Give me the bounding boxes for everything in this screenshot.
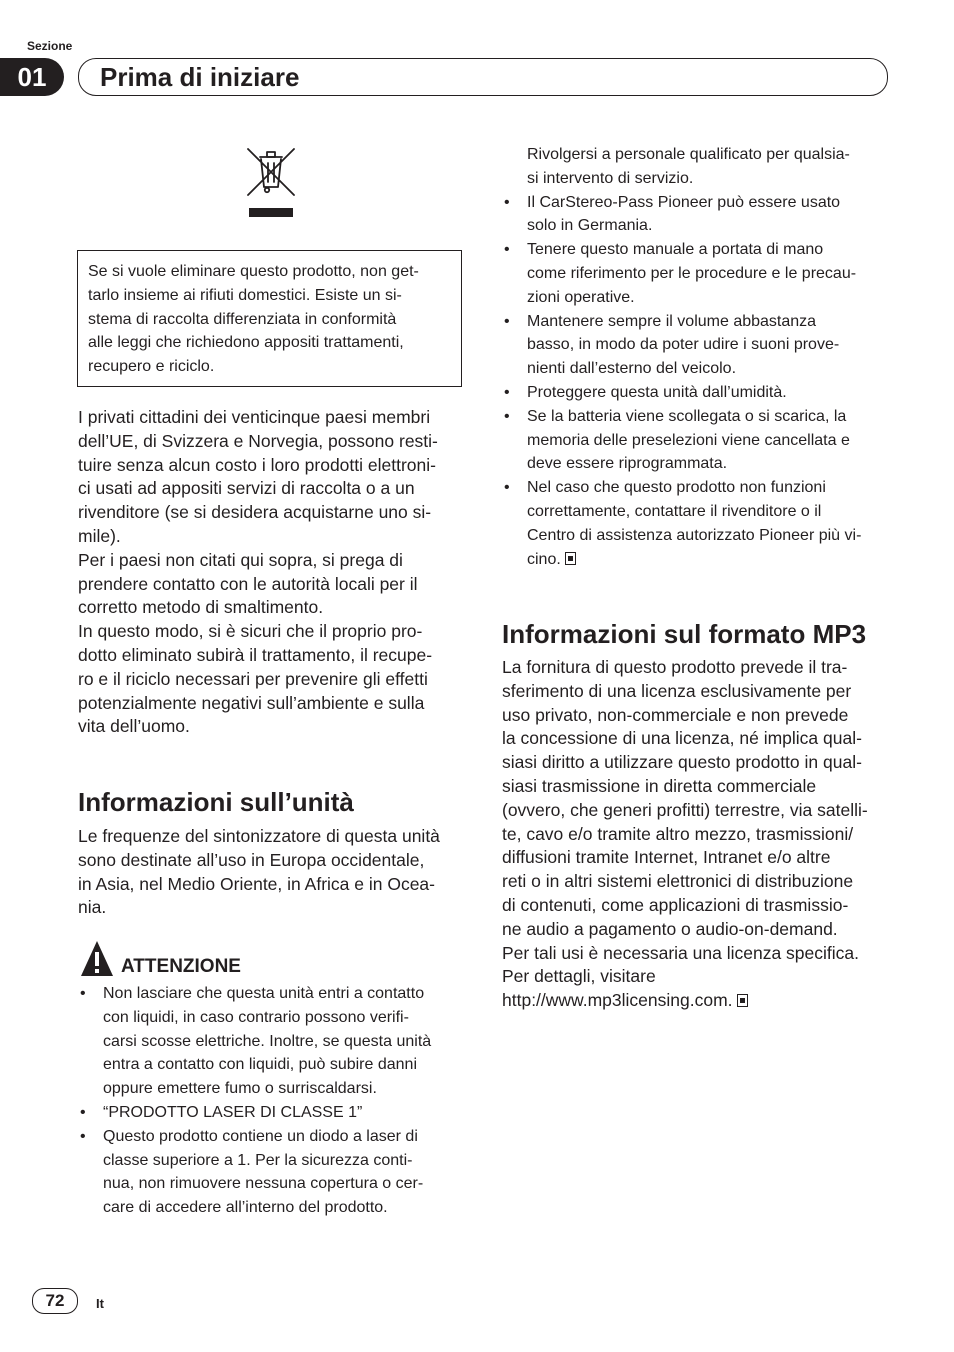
disposal-notice-text <box>88 260 452 379</box>
text-line: si intervento di servizio. <box>527 169 694 187</box>
text-line: solo in Germania. <box>527 217 653 235</box>
list-item <box>78 1125 466 1220</box>
bullet: • <box>504 383 510 401</box>
text-line: potenzialmente negativi sull’ambiente e sulla <box>78 692 425 713</box>
text-line: deve essere riprogrammata. <box>527 455 728 473</box>
text-line: Nel caso che questo prodotto non funzioni <box>527 479 826 497</box>
disposal-notice-box <box>77 250 462 387</box>
text-line: nua, non rimuovere nessuna copertura o cer- <box>103 1175 424 1193</box>
text-line: Le frequenze del sintonizzatore di questa unità <box>78 826 440 846</box>
list-item <box>502 238 894 309</box>
text-line: ne audio a pagamento o audio-on-demand. <box>502 918 838 939</box>
bullet: • <box>504 241 510 259</box>
text-line: classe superiore a 1. Per la sicurezza conti- <box>103 1151 413 1169</box>
end-of-section-icon <box>565 552 576 565</box>
caution-title: ATTENZIONE <box>121 956 241 977</box>
text-line: “PRODOTTO LASER DI CLASSE 1” <box>103 1103 363 1121</box>
text-line: Se la batteria viene scollegata o si scarica, la <box>527 407 847 425</box>
text-line: siasi diritto a utilizzare questo prodotto in qual- <box>502 752 862 773</box>
text-line: Proteggere questa unità dall’umidità. <box>527 383 787 401</box>
list-item <box>502 191 894 239</box>
list-item <box>78 1101 466 1125</box>
unit-info-paragraph <box>78 825 466 920</box>
warning-triangle-icon <box>80 940 114 978</box>
list-item <box>502 405 894 476</box>
crossed-out-wheelie-bin-icon <box>246 147 296 219</box>
text-line: Per i paesi non citati qui sopra, si prega di <box>78 549 403 570</box>
bullet: • <box>504 407 510 425</box>
text-line: corretto metodo di smaltimento. <box>78 597 324 618</box>
language-code: It <box>96 1296 104 1311</box>
text-line: sferimento di una licenza esclusivamente per <box>502 680 852 701</box>
text-line: basso, in modo da poter udire i suoni prove- <box>527 336 840 354</box>
disposal-paragraph <box>78 406 466 739</box>
text-line: correttamente, contattare il rivenditore o il <box>527 502 822 520</box>
text-line: Centro di assistenza autorizzato Pioneer più vi- <box>527 526 862 544</box>
text-line: prendere contatto con le autorità locali per il <box>78 573 418 594</box>
text-line: diffusioni tramite Internet, Intranet e/o altre <box>502 847 831 868</box>
notice-line: Se si vuole eliminare questo prodotto, non get- <box>88 263 419 280</box>
text-line: ci usati ad appositi servizi di raccolta o a un <box>78 478 415 499</box>
caution-list-right <box>502 143 894 571</box>
text-line: di contenuti, come applicazioni di trasmissio- <box>502 894 849 915</box>
section-title: Prima di iniziare <box>100 62 300 92</box>
text-line: nia. <box>78 897 107 918</box>
text-line: reti o in altri sistemi elettronici di distribuzione <box>502 871 854 892</box>
section-label: Sezione <box>27 39 73 53</box>
text-line: rivenditore (se si desidera acquistarne uno si- <box>78 502 432 523</box>
section-number-badge: 01 <box>0 58 64 96</box>
text-line: in Asia, nel Medio Oriente, in Africa e in Ocea- <box>78 873 435 894</box>
text-line: ro e il riciclo necessari per prevenire gli effetti <box>78 668 428 689</box>
text-line: nienti dall’esterno del veicolo. <box>527 360 737 378</box>
text-line: Questo prodotto contiene un diodo a laser di <box>103 1127 418 1145</box>
text-line: la concessione di una licenza, né implica qual- <box>502 728 862 749</box>
bullet: • <box>504 479 510 497</box>
list-item <box>502 476 894 571</box>
text-line: oppure emettere fumo o surriscaldarsi. <box>103 1080 377 1098</box>
text-line: zioni operative. <box>527 288 635 306</box>
notice-line: tarlo insieme ai rifiuti domestici. Esiste un si- <box>88 286 402 304</box>
text-line: Tenere questo manuale a portata di mano <box>527 241 824 259</box>
list-item <box>502 381 894 405</box>
end-of-section-icon <box>737 994 748 1007</box>
text-line: carsi scosse elettriche. Inoltre, se questa unità <box>103 1032 432 1050</box>
notice-line: recupero e riciclo. <box>88 358 215 376</box>
text-line: tuire senza alcun costo i loro prodotti elettroni- <box>78 454 436 475</box>
text-line: Il CarStereo-Pass Pioneer può essere usato <box>527 193 841 211</box>
bullet: • <box>80 1103 86 1121</box>
text-line: Non lasciare che questa unità entri a contatto <box>103 985 425 1002</box>
text-line: sono destinate all’uso in Europa occidentale, <box>78 849 425 870</box>
text-line: con liquidi, in caso contrario possono verifi- <box>103 1008 409 1026</box>
text-line: vita dell’uomo. <box>78 716 190 737</box>
bullet: • <box>504 312 510 330</box>
text-line: mile). <box>78 525 121 546</box>
text-line: care di accedere all’interno del prodotto. <box>103 1199 388 1217</box>
notice-line: stema di raccolta differenziata in conformità <box>88 310 397 328</box>
notice-line: alle leggi che richiedono appositi trattamenti, <box>88 334 404 352</box>
caution-list-left <box>78 982 466 1220</box>
bullet: • <box>80 985 86 1002</box>
text-line: cino. <box>527 550 561 568</box>
mp3-info-heading: Informazioni sul formato MP3 <box>502 619 867 649</box>
text-line: te, cavo e/o tramite altro mezzo, trasmissioni/ <box>502 823 854 844</box>
text-line: memoria delle preselezioni viene cancellata e <box>527 431 850 449</box>
mp3-info-paragraph <box>502 656 896 1013</box>
unit-info-heading: Informazioni sull’unità <box>78 787 354 817</box>
text-line: siasi trasmissione in diretta commerciale <box>502 775 817 796</box>
text-line: Rivolgersi a personale qualificato per qualsia- <box>527 146 850 163</box>
bullet: • <box>504 193 510 211</box>
text-line: La fornitura di questo prodotto prevede il tra- <box>502 657 848 677</box>
text-line: entra a contatto con liquidi, può subire danni <box>103 1056 417 1074</box>
text-line: Mantenere sempre il volume abbastanza <box>527 312 817 330</box>
text-line: dotto eliminato subirà il trattamento, il recupe- <box>78 644 433 665</box>
text-line: Per tali usi è necessaria una licenza specifica. <box>502 942 859 963</box>
bullet: • <box>80 1127 86 1145</box>
page-number: 72 <box>32 1288 78 1314</box>
text-line: dell’UE, di Svizzera e Norvegia, possono resti- <box>78 430 438 451</box>
list-item <box>502 310 894 381</box>
list-item-continued <box>502 143 894 191</box>
list-item <box>78 982 466 1101</box>
text-line: (ovvero, che generi profitti) terrestre, via satelli- <box>502 799 868 820</box>
text-line: come riferimento per le procedure e le precau- <box>527 264 857 282</box>
mp3-licensing-url: http://www.mp3licensing.com. <box>502 990 733 1011</box>
text-line: I privati cittadini dei venticinque paesi membri <box>78 407 431 427</box>
text-line: Per dettagli, visitare <box>502 966 656 987</box>
text-line: uso privato, non-commerciale e non prevede <box>502 704 849 725</box>
text-line: In questo modo, si è sicuri che il proprio pro- <box>78 621 423 642</box>
